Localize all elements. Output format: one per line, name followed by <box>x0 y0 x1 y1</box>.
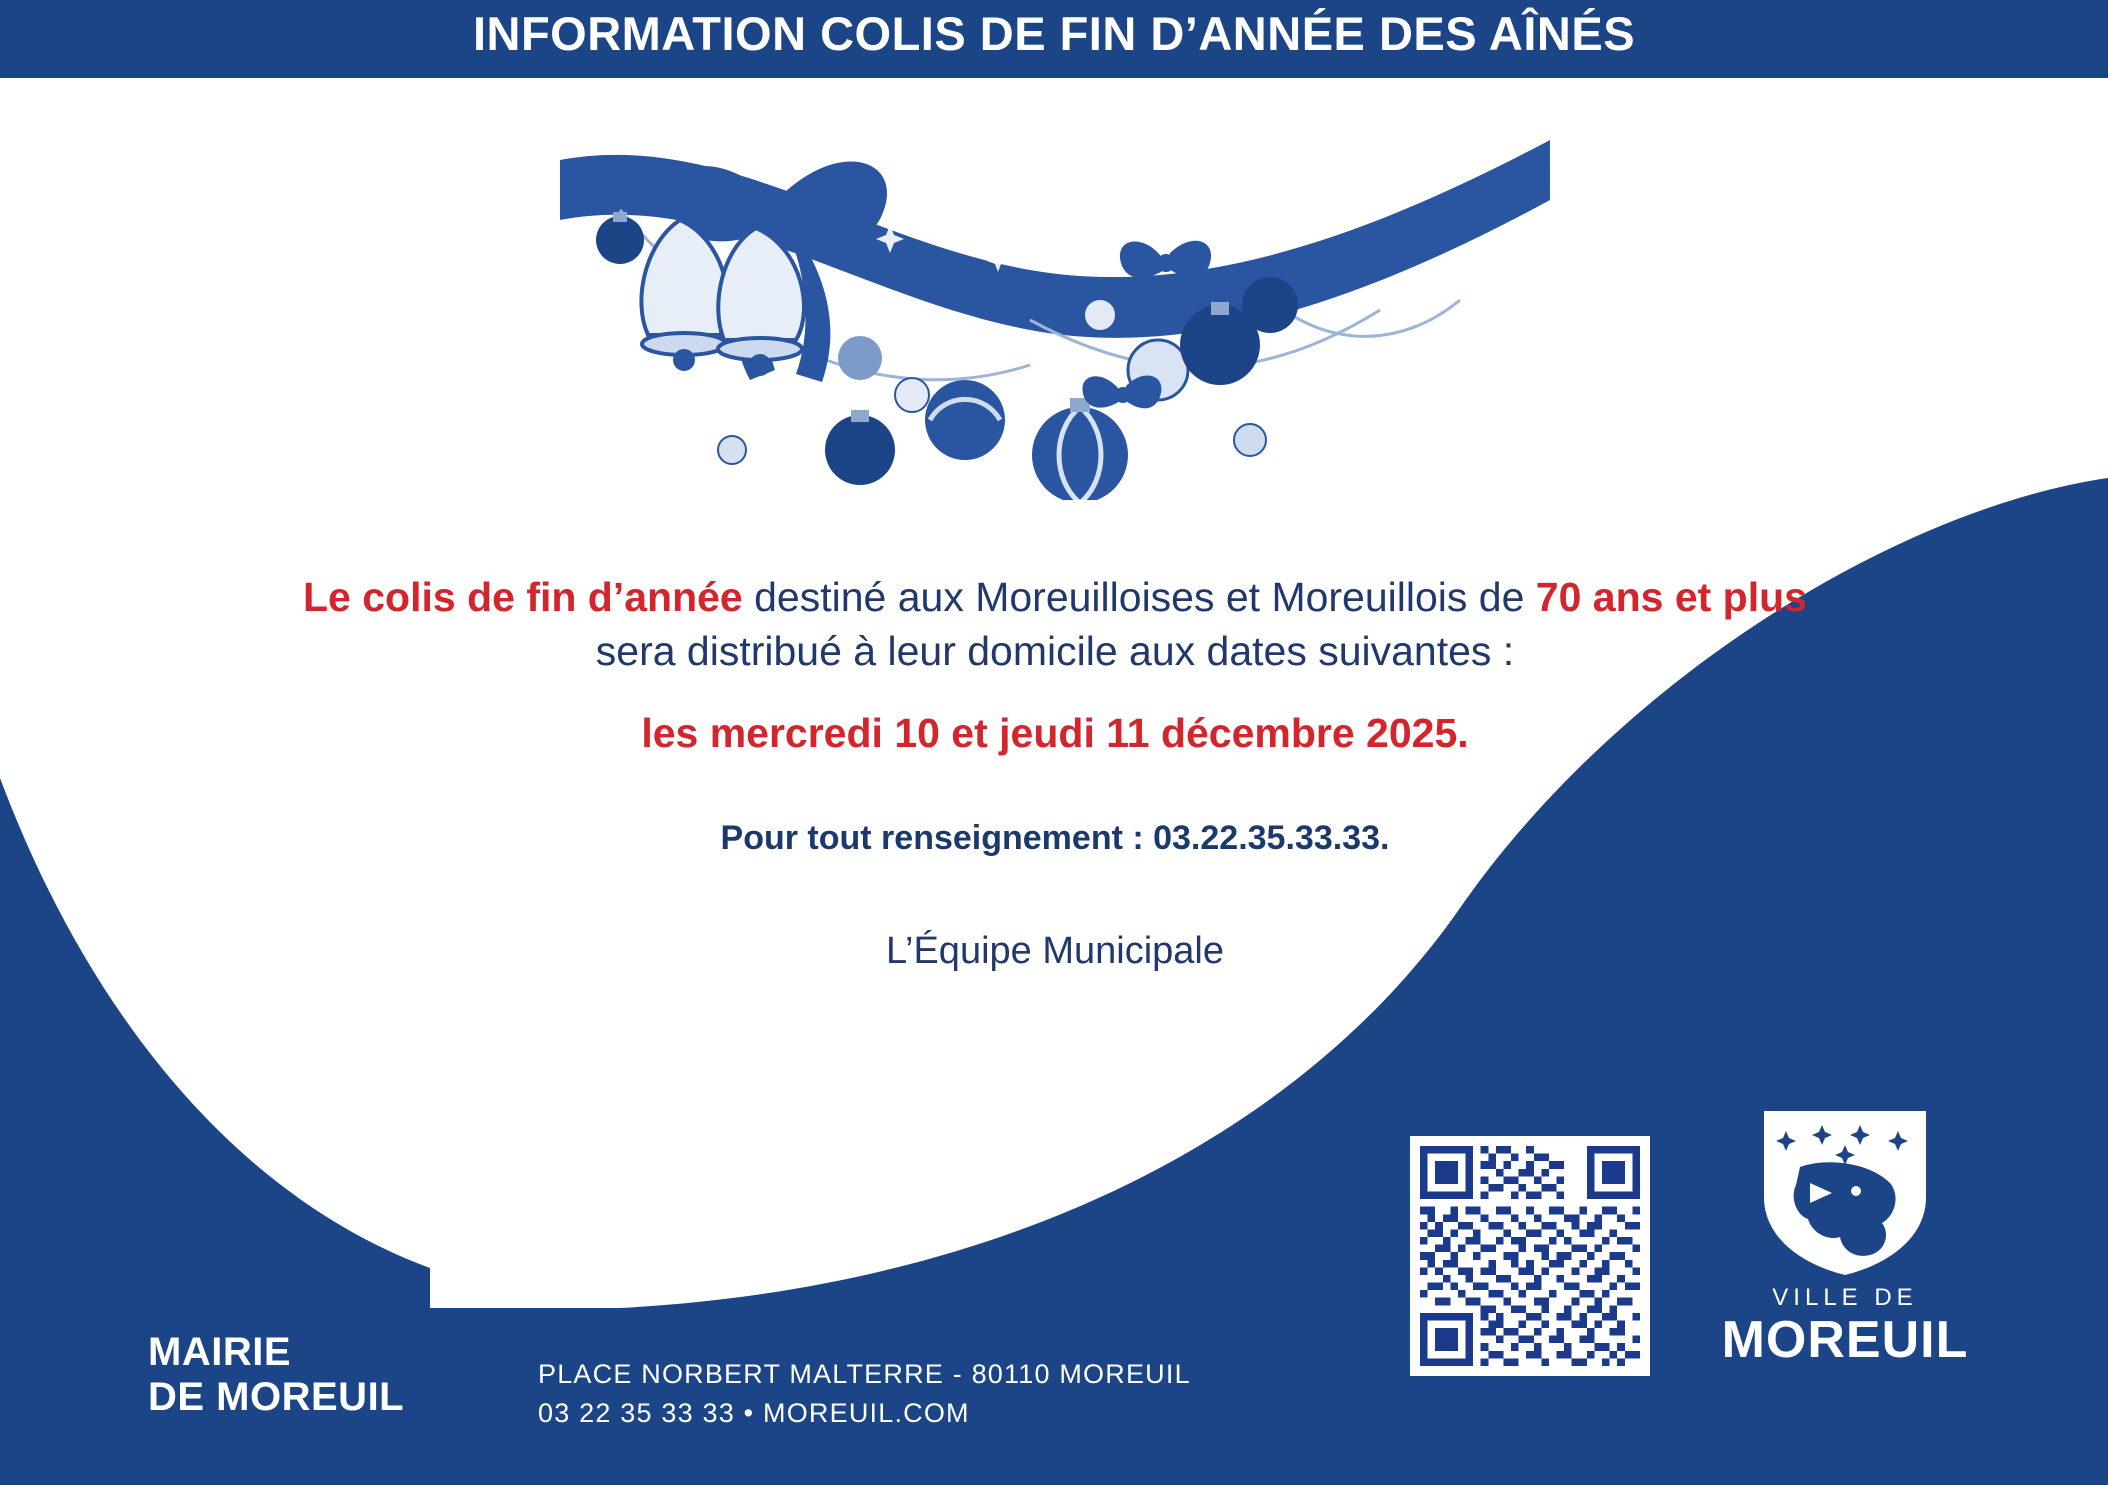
address-block <box>538 1355 1191 1433</box>
mairie-wordmark-line-1: MAIRIE <box>148 1330 291 1374</box>
announcement-line-1b: sera distribué à leur domicile aux dates suivantes : <box>595 628 1515 675</box>
mairie-wordmark <box>148 1330 404 1420</box>
announcement-dates: les mercredi 10 et jeudi 11 décembre 2025. <box>641 710 1469 757</box>
announcement-contact: Pour tout renseignement : 03.22.35.33.33. <box>720 819 1390 858</box>
address-line-2: 03 22 35 33 33 • MOREUIL.COM <box>538 1398 970 1429</box>
announcement-line-1-middle: destiné aux Moreuilloises et Moreuillois de <box>742 574 1536 620</box>
shield-icon <box>1750 1105 1940 1280</box>
christmas-garland-decoration <box>560 120 1550 500</box>
ville-de-label: VILLE DE <box>1772 1284 1918 1311</box>
page-title: INFORMATION COLIS DE FIN D’ANNÉE DES AÎNÉS <box>472 7 1636 60</box>
announcement-text <box>110 570 2000 973</box>
ville-de-moreuil-logo <box>1700 1105 1990 1405</box>
moreuil-label: MOREUIL <box>1721 1311 1969 1369</box>
announcement-line-1 <box>110 570 2000 678</box>
address-line-1: PLACE NORBERT MALTERRE - 80110 MOREUIL <box>538 1359 1191 1389</box>
announcement-highlight-age: 70 ans et plus <box>1535 574 1807 620</box>
announcement-highlight-subject: Le colis de fin d’année <box>303 574 743 620</box>
qr-code[interactable] <box>1410 1136 1650 1376</box>
announcement-signature: L’Équipe Municipale <box>885 930 1224 973</box>
mairie-wordmark-line-2: DE MOREUIL <box>148 1374 405 1419</box>
qr-code-image <box>1420 1146 1640 1366</box>
